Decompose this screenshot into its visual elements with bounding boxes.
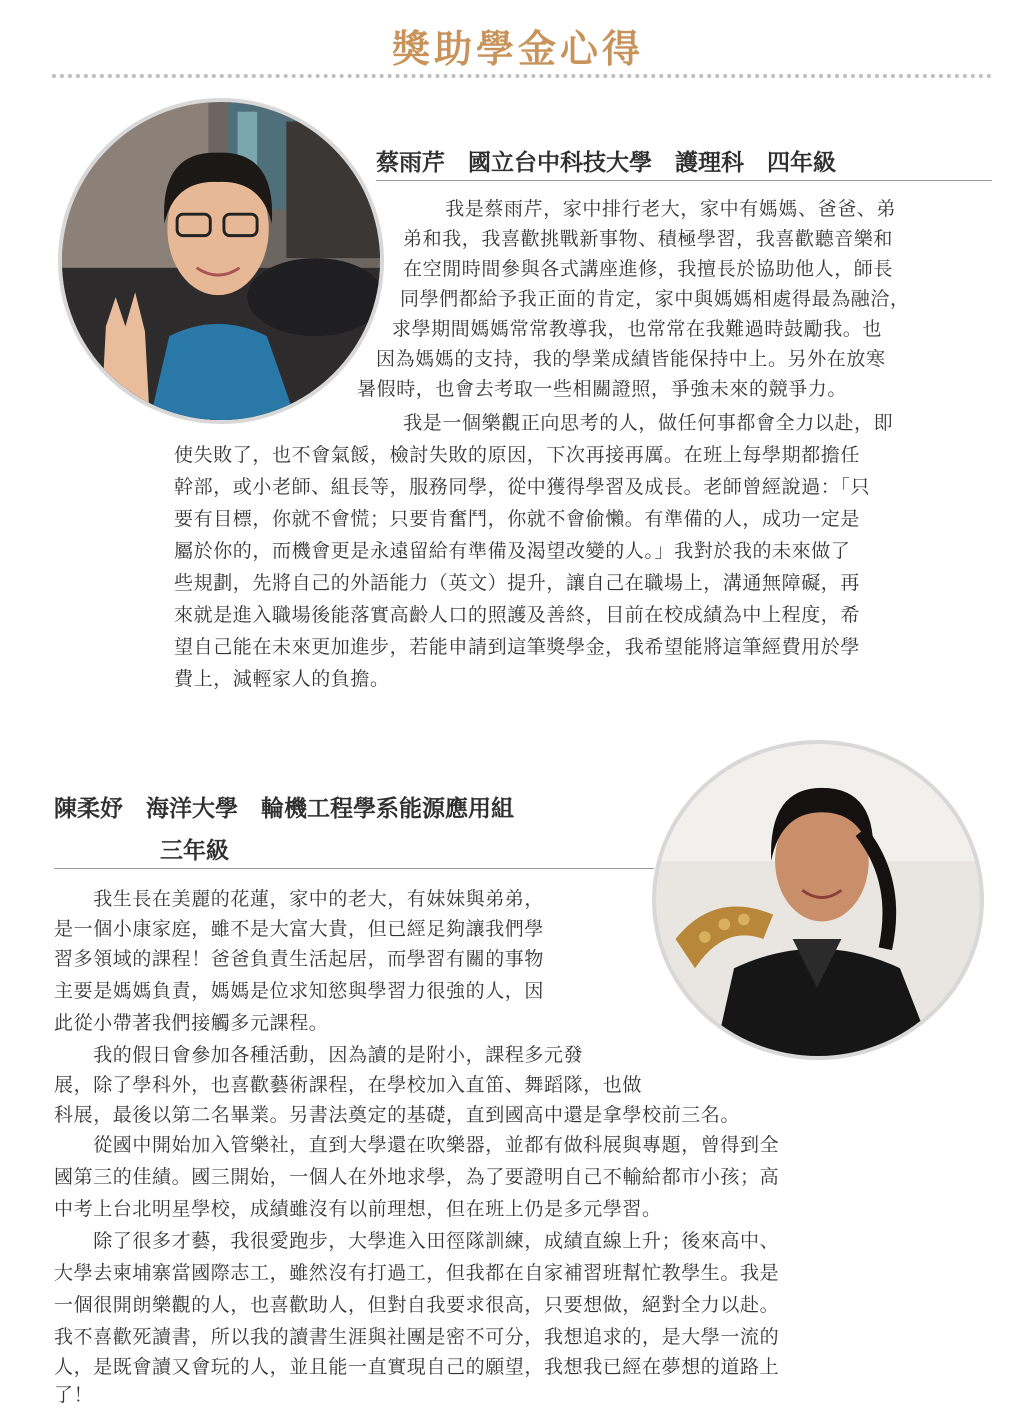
essay-line: 費上，減輕家人的負擔。 [174, 668, 390, 690]
student-1-rule [376, 180, 992, 181]
essay-line: 弟和我，我喜歡挑戰新事物、積極學習，我喜歡聽音樂和 [403, 228, 894, 250]
essay-line: 人，是既會讀又會玩的人，並且能一直實現自己的願望，我想我已經在夢想的道路上 [54, 1356, 780, 1378]
essay-line: 我是蔡雨芹，家中排行老大，家中有媽媽、爸爸、弟 [406, 198, 897, 220]
essay-line: 習多領域的課程！爸爸負責生活起居，而學習有關的事物 [54, 948, 545, 970]
student-2-heading: 陳柔妤 海洋大學 輪機工程學系能源應用組 [54, 796, 514, 822]
essay-line: 科展，最後以第二名畢業。另書法奠定的基礎，直到國高中還是拿學校前三名。 [54, 1104, 741, 1126]
essay-line: 些規劃，先將自己的外語能力（英文）提升，讓自己在職場上，溝通無障礙，再 [174, 572, 861, 594]
essay-line: 展，除了學科外，也喜歡藝術課程，在學校加入直笛、舞蹈隊，也做 [54, 1074, 643, 1096]
essay-line: 來就是進入職場後能落實高齡人口的照護及善終，目前在校成績為中上程度，希 [174, 604, 861, 626]
essay-line: 同學們都給予我正面的肯定，家中與媽媽相處得最為融洽， [400, 288, 910, 310]
essay-line: 了！ [54, 1384, 94, 1406]
essay-line: 在空閒時間參與各式講座進修，我擅長於協助他人，師長 [403, 258, 894, 280]
student-photo-2 [652, 740, 984, 1060]
essay-line: 中考上台北明星學校，成績雖沒有以前理想，但在班上仍是多元學習。 [54, 1198, 662, 1220]
essay-line: 一個很開朗樂觀的人，也喜歡助人，但對自我要求很高，只要想做，絕對全力以赴。 [54, 1294, 780, 1316]
essay-line: 求學期間媽媽常常教導我，也常常在我難過時鼓勵我。也 [392, 318, 883, 340]
essay-line: 望自己能在未來更加進步，若能申請到這筆獎學金，我希望能將這筆經費用於學 [174, 636, 861, 658]
essay-line: 屬於你的，而機會更是永遠留給有準備及渴望改變的人。」我對於我的未來做了 [174, 540, 851, 562]
student-1-heading: 蔡雨芹 國立台中科技大學 護理科 四年級 [376, 150, 836, 176]
essay-line: 使失敗了，也不會氣餒，檢討失敗的原因，下次再接再厲。在班上每學期都擔任 [174, 444, 861, 466]
essay-line: 大學去柬埔寨當國際志工，雖然沒有打過工，但我都在自家補習班幫忙教學生。我是 [54, 1262, 780, 1284]
page-title: 獎助學金心得 [391, 27, 644, 71]
essay-line: 我的假日會參加各種活動，因為讀的是附小，課程多元發 [54, 1044, 584, 1066]
student-photo-1 [58, 98, 384, 424]
essay-line: 我不喜歡死讀書，所以我的讀書生涯與社團是密不可分，我想追求的，是大學一流的 [54, 1326, 780, 1348]
essay-line: 是一個小康家庭，雖不是大富大貴，但已經足夠讓我們學 [54, 918, 545, 940]
essay-line: 除了很多才藝，我很愛跑步，大學進入田徑隊訓練，成績直線上升；後來高中、 [54, 1230, 780, 1252]
essay-line: 從國中開始加入管樂社，直到大學還在吹樂器，並都有做科展與專題，曾得到全 [54, 1134, 780, 1156]
essay-line: 因為媽媽的支持，我的學業成績皆能保持中上。另外在放寒 [376, 348, 886, 370]
essay-line: 要有目標，你就不會慌；只要肯奮鬥，你就不會偷懶。有準備的人，成功一定是 [174, 508, 861, 530]
student-2-grade: 三年級 [160, 838, 229, 864]
student-2-rule [54, 868, 654, 869]
essay-line: 國第三的佳績。國三開始，一個人在外地求學，為了要證明自己不輸給都市小孩；高 [54, 1166, 780, 1188]
essay-line: 幹部，或小老師、組長等，服務同學，從中獲得學習及成長。老師曾經說過：「只 [174, 476, 871, 498]
essay-line: 主要是媽媽負責，媽媽是位求知慾與學習力很強的人，因 [54, 980, 545, 1002]
dotted-divider [52, 74, 992, 78]
essay-line: 此從小帶著我們接觸多元課程。 [54, 1012, 329, 1034]
essay-line: 我生長在美麗的花蓮，家中的老大，有妹妹與弟弟， [54, 888, 545, 910]
essay-line: 我是一個樂觀正向思考的人，做任何事都會全力以赴，即 [364, 412, 894, 434]
essay-line: 暑假時，也會去考取一些相關證照，爭強未來的競爭力。 [357, 378, 848, 400]
